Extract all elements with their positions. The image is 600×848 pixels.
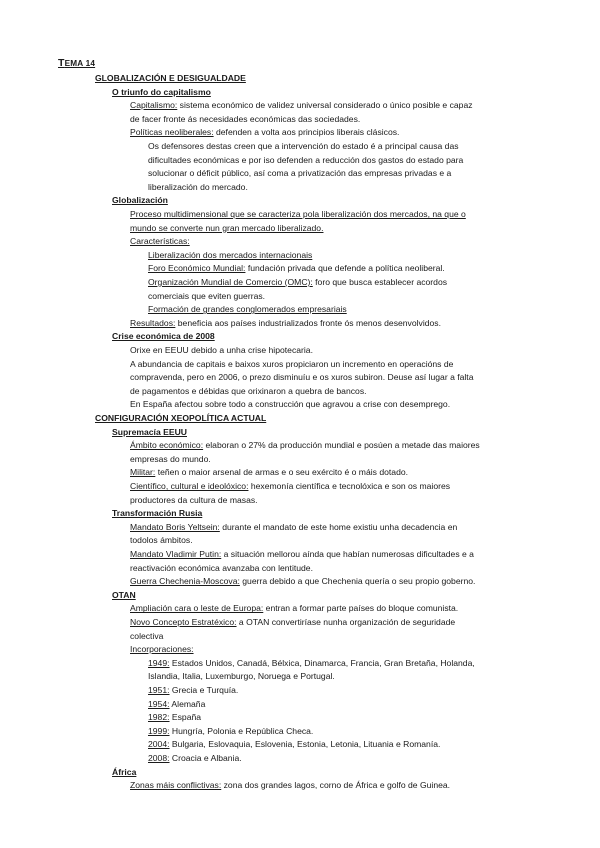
body-text: Grecia e Turquía. [169,685,239,695]
text-line [130,576,475,587]
text-line [130,114,360,125]
title-initial: T [58,57,65,69]
text-line [130,399,450,410]
term-label: 1999: [148,725,170,736]
document-title [58,58,95,69]
body-text: Bulgaria, Eslovaquia, Eslovenia, Estonia, Letonia, Lituania e Romanía. [169,739,441,750]
section-heading: GLOBALIZACIÓN E DESIGUALDADE [95,73,246,83]
body-text: a situación mellorou aínda que habían numerosas dificultades e a [221,549,474,559]
text-line [130,386,367,397]
text-line [130,780,450,791]
text-line [130,345,313,356]
term-label: 1982: [148,712,170,723]
term-label: Ampliación cara o leste de Europa: [130,603,264,614]
term-label: mundo se converte nun gran mercado liberalizado. [130,222,324,233]
body-text: En España afectou sobre todo a construcción que agravou a crise con desemprego. [130,399,451,410]
body-text: dificultades económicas e por iso defenden a reducción dos gastos do estado para [148,154,464,165]
text-line [112,767,136,778]
text-line [148,726,313,737]
text-line [130,522,457,533]
term-label: Liberalización dos mercados internacionais [148,249,313,260]
body-text: entran a formar parte países do bloque comunista. [263,603,459,614]
term-label: Guerra Chechenia-Moscova: [130,576,240,587]
term-label: 1949: [148,657,170,668]
text-line [130,440,480,451]
term-label: 2004: [148,739,170,750]
body-text: de pagamentos e débidas que orixinaron a quebra de bancos. [130,385,367,396]
body-text: de facer fronte ás necesidades económicas das sociedades. [130,113,361,124]
term-label: Mandato Vladimir Putin: [130,549,222,559]
body-text: durante el mandato de este home existiu unha decadencia en [219,521,458,532]
body-text: Orixe en EEUU debido a unha crise hipotecaria. [130,345,313,355]
text-line [148,753,242,764]
body-text: foro que busca establecer acordos [312,277,448,287]
text-line [130,209,466,220]
title-rest: EMA 14 [64,59,96,68]
body-text: guerra debido a que Chechenia quería o seu propio goberno. [239,576,476,587]
term-label: Resultados: [130,317,176,328]
body-text: teñen o maior arsenal de armas e o seu exército é o máis dotado. [155,467,409,478]
text-line [148,291,265,302]
term-label: Características: [130,236,190,247]
text-line [130,223,323,234]
term-label: Organización Mundial de Comercio (OMC): [148,277,313,287]
body-text: A abundancia de capitais e baixos xuros propiciaron un incremento en operacións de [130,358,454,369]
body-text: reactivación económica avanzaba con lentitude. [130,562,313,573]
text-line [130,467,408,478]
term-label: Militar: [130,467,156,478]
text-line [130,372,473,383]
text-line [95,73,246,84]
body-text: solucionar o déficit público, así coma a privatización das empresas privadas e a [148,168,452,179]
body-text: comerciais que eviten guerras. [148,290,266,301]
text-line [130,100,473,111]
text-line [148,712,201,723]
body-text: liberalización do mercado. [148,181,248,192]
text-line [130,603,458,614]
term-label: Novo Concepto Estratéxico: [130,617,237,627]
body-text: elaboran o 27% da producción mundial e posúen a metade das maiores [203,440,480,451]
text-line [148,699,205,710]
text-line [148,250,312,261]
section-heading: Crise económica de 2008 [112,331,215,342]
body-text: beneficia aos países industrializados fronte ós menos desenvolvidos. [175,317,441,328]
body-text: Os defensores destas creen que a intervención do estado é a principal causa das [148,141,459,151]
body-text: todolos ámbitos. [130,535,193,546]
text-line [148,263,445,274]
term-label: Zonas máis conflictivas: [130,780,222,791]
text-line [130,644,194,655]
text-line [112,427,187,438]
text-line [130,549,474,560]
text-line [130,127,399,138]
term-label: Formación de grandes conglomerados empresariais [148,304,347,315]
text-line [148,277,447,288]
text-line [130,495,258,506]
text-line [130,617,455,628]
body-text: empresas do mundo. [130,453,211,464]
body-text: hexemonía científica e tecnolóxica e son os maiores [248,481,451,491]
body-text: compravenda, pero en 2006, o prezo disminuíu e os xuros subiron. Deuse así lugar a falta [130,372,474,383]
term-label: 2008: [148,753,170,763]
body-text: Islandia, Italia, Luxemburgo, Noruega e Portugal. [148,671,335,682]
body-text: Alemaña [169,698,206,709]
text-line [130,236,190,247]
body-text: España [169,712,202,723]
text-line [148,168,451,179]
text-line [130,359,453,370]
text-line [148,182,248,193]
text-line [95,413,266,424]
text-line [112,508,202,519]
text-line [112,331,215,342]
body-text: Estados Unidos, Canadá, Bélxica, Dinamarca, Francia, Gran Bretaña, Holanda, [169,657,475,668]
text-line [130,318,441,329]
body-text: defenden a volta aos principios liberais clásicos. [213,127,400,138]
term-label: Políticas neoliberales: [130,127,214,138]
text-line [112,590,136,601]
text-line [130,563,313,574]
text-line [130,481,450,492]
text-line [148,141,459,152]
section-heading: Supremacía EEUU [112,426,187,437]
term-label: Ámbito económico: [130,440,204,451]
body-text: zona dos grandes lagos, corno de África e golfo de Guinea. [221,780,451,791]
term-label: Incorporaciones: [130,644,194,655]
text-line [148,671,335,682]
text-line [148,739,440,750]
text-line [148,304,347,315]
term-label: 1954: [148,698,170,709]
text-line [130,631,163,642]
term-label: Capitalismo: [130,100,178,111]
section-heading: CONFIGURACIÓN XEOPOLÍTICA ACTUAL [95,413,267,423]
section-heading: OTAN [112,589,136,600]
text-line [148,658,475,669]
text-line [130,454,211,465]
text-line [148,685,238,696]
section-heading: Globalización [112,195,168,206]
text-line [130,535,193,546]
section-heading: Transformación Rusia [112,508,203,519]
term-label: Foro Económico Mundial: [148,263,246,274]
body-text: fundación privada que defende a política neoliberal. [245,263,445,274]
term-label: 1951: [148,685,170,695]
term-label: Proceso multidimensional que se caracteriza pola liberalización dos mercados, na que o [130,209,466,219]
section-heading: O triunfo do capitalismo [112,86,211,97]
body-text: colectiva [130,630,164,641]
body-text: a OTAN convertiríase nunha organización de seguridade [236,617,456,627]
term-label: Mandato Boris Yeltsein: [130,521,220,532]
text-line [112,195,168,206]
text-line [112,87,211,98]
body-text: sistema económico de validez universal considerado o único posible e capaz [177,100,473,111]
body-text: Hungría, Polonia e República Checa. [169,725,314,736]
text-line [148,155,463,166]
body-text: productores da cultura de masas. [130,494,258,505]
section-heading: África [112,766,137,777]
body-text: Croacia e Albania. [169,753,242,763]
term-label: Científico, cultural e ideolóxico: [130,481,249,491]
